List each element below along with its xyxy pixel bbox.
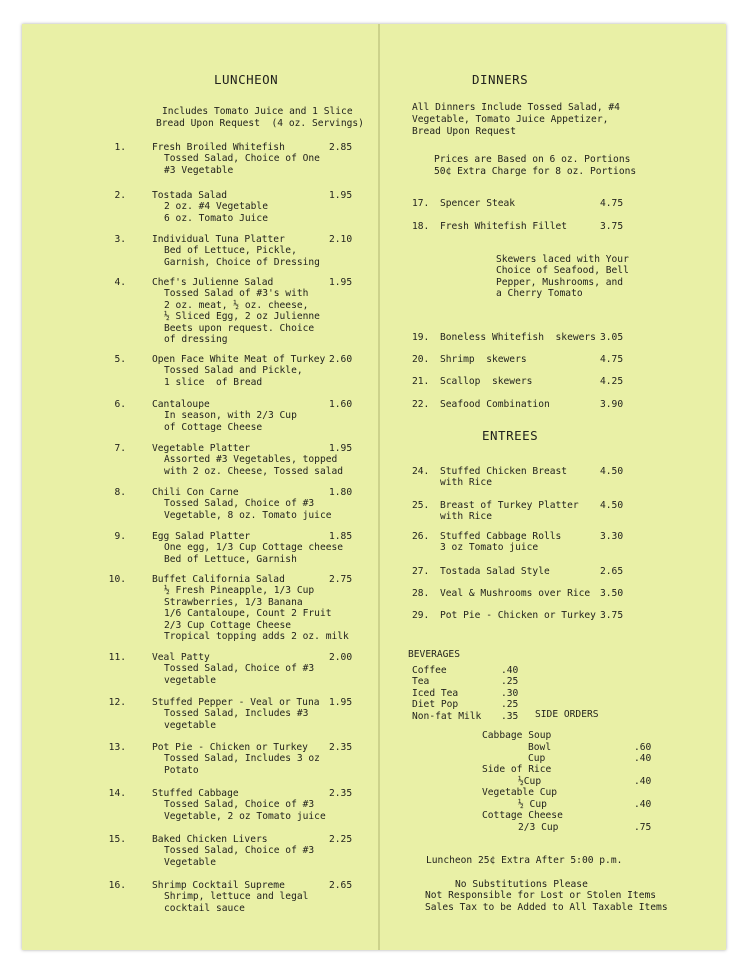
side-order-label: ½Cup bbox=[518, 776, 542, 787]
dinners-intro-line: Bread Upon Request bbox=[412, 126, 516, 137]
item-number: 17. bbox=[412, 198, 430, 209]
item-name: Tostada Salad bbox=[152, 190, 228, 201]
item-description: One egg, 1/3 Cup Cottage cheese bbox=[164, 542, 344, 554]
item-number: 14. bbox=[108, 788, 126, 799]
beverage-name: Coffee bbox=[412, 665, 447, 676]
dinners-intro-line: Vegetable, Tomato Juice Appetizer, bbox=[412, 114, 609, 125]
item-number: 9. bbox=[114, 531, 126, 542]
item-number: 18. bbox=[412, 221, 430, 232]
item-description: Tropical topping adds 2 oz. milk bbox=[164, 631, 349, 642]
luncheon-intro-line: Bread Upon Request (4 oz. Servings) bbox=[156, 118, 364, 129]
item-price: 3.30 bbox=[600, 531, 624, 542]
item-name: Individual Tuna Platter bbox=[152, 234, 285, 245]
item-name: Spencer Steak bbox=[440, 198, 516, 209]
side-order-label: Cottage Cheese bbox=[482, 810, 563, 821]
beverage-price: .25 bbox=[501, 676, 519, 687]
item-name: Stuffed Cabbage bbox=[152, 788, 239, 799]
beverage-name: Diet Pop bbox=[412, 699, 459, 710]
item-description: vegetable bbox=[164, 719, 216, 731]
beverage-price: .40 bbox=[501, 665, 519, 676]
item-name: Open Face White Meat of Turkey bbox=[152, 354, 326, 365]
item-price: 4.75 bbox=[600, 198, 624, 209]
item-name: Fresh Whitefish Fillet bbox=[440, 221, 568, 232]
side-order-label: Side of Rice bbox=[482, 764, 552, 775]
side-order-label: 2/3 Cup bbox=[518, 822, 559, 833]
item-name: Baked Chicken Livers bbox=[152, 834, 268, 845]
item-description: ½ Sliced Egg, 2 oz Julienne bbox=[164, 311, 320, 323]
item-name: Vegetable Platter bbox=[152, 443, 251, 454]
item-price: 2.35 bbox=[329, 742, 353, 753]
item-description: Potato bbox=[164, 764, 199, 776]
luncheon-intro-line: Includes Tomato Juice and 1 Slice bbox=[162, 106, 353, 117]
beverage-price: .25 bbox=[501, 699, 519, 710]
item-number: 2. bbox=[114, 190, 126, 201]
item-price: 2.10 bbox=[329, 234, 353, 245]
item-description: Tossed Salad and Pickle, bbox=[164, 365, 303, 377]
item-name: Stuffed Chicken Breast bbox=[440, 466, 568, 477]
item-name: Veal Patty bbox=[152, 652, 210, 663]
item-price: 3.90 bbox=[600, 399, 624, 410]
item-number: 3. bbox=[114, 234, 126, 245]
item-price: 2.00 bbox=[329, 652, 353, 663]
item-name: Shrimp Cocktail Supreme bbox=[152, 880, 285, 891]
item-description: #3 Vegetable bbox=[164, 164, 234, 176]
item-number: 26. bbox=[412, 531, 430, 542]
item-number: 11. bbox=[108, 652, 126, 663]
item-number: 6. bbox=[114, 399, 126, 410]
beverage-price: .35 bbox=[501, 711, 519, 722]
item-name: Boneless Whitefish skewers bbox=[440, 332, 596, 343]
item-description: with 2 oz. Cheese, Tossed salad bbox=[164, 465, 344, 477]
item-price: 4.50 bbox=[600, 466, 624, 477]
item-description: Tossed Salad, Choice of One bbox=[164, 153, 320, 165]
item-description: Beets upon request. Choice bbox=[164, 322, 315, 334]
beverages-heading: BEVERAGES bbox=[408, 649, 460, 660]
item-price: 1.95 bbox=[329, 277, 353, 288]
menu-sheet bbox=[22, 24, 726, 950]
item-description: Garnish, Choice of Dressing bbox=[164, 256, 320, 268]
item-name: Pot Pie - Chicken or Turkey bbox=[152, 742, 308, 753]
item-description: 2 oz. meat, ½ oz. cheese, bbox=[164, 299, 309, 311]
item-price: 2.25 bbox=[329, 834, 353, 845]
item-description: 2/3 Cup Cottage Cheese bbox=[164, 619, 292, 631]
item-price: 4.25 bbox=[600, 376, 624, 387]
item-price: 1.95 bbox=[329, 443, 353, 454]
item-description: Vegetable, 2 oz Tomato juice bbox=[164, 810, 326, 822]
item-number: 27. bbox=[412, 566, 430, 577]
item-description: ½ Fresh Pineapple, 1/3 Cup bbox=[164, 585, 315, 597]
item-name: Shrimp skewers bbox=[440, 354, 527, 365]
item-price: 2.35 bbox=[329, 788, 353, 799]
item-name: Cantaloupe bbox=[152, 399, 210, 410]
item-price: 1.80 bbox=[329, 487, 353, 498]
item-number: 24. bbox=[412, 466, 430, 477]
item-description: Tossed Salad, Includes #3 bbox=[164, 708, 309, 720]
item-description: Tossed Salad, Includes 3 oz bbox=[164, 753, 320, 765]
center-fold bbox=[378, 24, 380, 950]
item-name: Chef's Julienne Salad bbox=[152, 277, 274, 288]
item-price: 3.05 bbox=[600, 332, 624, 343]
item-price: 1.95 bbox=[329, 190, 353, 201]
item-number: 29. bbox=[412, 610, 430, 621]
item-number: 19. bbox=[412, 332, 430, 343]
item-description: 3 oz Tomato juice bbox=[440, 542, 539, 554]
item-name: Buffet California Salad bbox=[152, 574, 285, 585]
item-name: Chili Con Carne bbox=[152, 487, 239, 498]
item-description: of dressing bbox=[164, 334, 228, 345]
item-number: 25. bbox=[412, 500, 430, 511]
side-order-label: Vegetable Cup bbox=[482, 787, 558, 798]
item-description: Tossed Salad, Choice of #3 bbox=[164, 799, 315, 811]
item-description: cocktail sauce bbox=[164, 902, 245, 914]
beverage-name: Iced Tea bbox=[412, 688, 459, 699]
item-description: Tossed Salad, Choice of #3 bbox=[164, 498, 315, 510]
item-number: 21. bbox=[412, 376, 430, 387]
item-price: 2.75 bbox=[329, 574, 353, 585]
item-name: Egg Salad Platter bbox=[152, 531, 251, 542]
item-price: 1.85 bbox=[329, 531, 353, 542]
item-name: Pot Pie - Chicken or Turkey bbox=[440, 610, 596, 621]
item-price: 3.75 bbox=[600, 610, 624, 621]
item-number: 7. bbox=[114, 443, 126, 454]
item-name: Seafood Combination bbox=[440, 399, 550, 410]
skewer-note: Skewers laced with Your bbox=[496, 254, 629, 265]
item-price: 3.75 bbox=[600, 221, 624, 232]
skewer-note: Pepper, Mushrooms, and bbox=[496, 277, 624, 288]
item-description: Tossed Salad, Choice of #3 bbox=[164, 845, 315, 857]
side-orders-heading: SIDE ORDERS bbox=[535, 709, 599, 720]
item-number: 22. bbox=[412, 399, 430, 410]
side-order-label: Cabbage Soup bbox=[482, 730, 552, 741]
dinners-intro-line: All Dinners Include Tossed Salad, #4 bbox=[412, 102, 620, 113]
item-price: 2.65 bbox=[600, 566, 624, 577]
beverage-price: .30 bbox=[501, 688, 519, 699]
footer-line: Not Responsible for Lost or Stolen Items bbox=[425, 890, 657, 901]
item-description: vegetable bbox=[164, 674, 216, 686]
item-name: Stuffed Cabbage Rolls bbox=[440, 531, 562, 542]
item-price: 4.75 bbox=[600, 354, 624, 365]
skewer-note: a Cherry Tomato bbox=[496, 288, 583, 299]
item-price: 3.50 bbox=[600, 588, 624, 599]
luncheon-heading: LUNCHEON bbox=[214, 72, 279, 87]
item-description: Vegetable, 8 oz. Tomato juice bbox=[164, 509, 332, 521]
item-description: Bed of Lettuce, Garnish bbox=[164, 553, 297, 565]
portion-note: Prices are Based on 6 oz. Portions bbox=[434, 154, 631, 165]
item-description: Strawberries, 1/3 Banana bbox=[164, 596, 303, 608]
item-number: 1. bbox=[114, 142, 126, 153]
side-order-label: Bowl bbox=[528, 742, 552, 753]
footer-line: No Substitutions Please bbox=[455, 879, 588, 890]
item-description: Tossed Salad, Choice of #3 bbox=[164, 663, 315, 675]
item-description: Vegetable bbox=[164, 856, 216, 868]
item-price: 2.85 bbox=[329, 142, 353, 153]
item-number: 12. bbox=[108, 697, 126, 708]
item-name: Scallop skewers bbox=[440, 376, 533, 387]
skewer-note: Choice of Seafood, Bell bbox=[496, 265, 629, 276]
item-price: 2.65 bbox=[329, 880, 353, 891]
item-description: 2 oz. #4 Vegetable bbox=[164, 201, 268, 213]
item-number: 5. bbox=[114, 354, 126, 365]
entrees-heading: ENTREES bbox=[482, 428, 539, 443]
item-description: Tossed Salad of #3's with bbox=[164, 288, 309, 300]
side-order-label: Cup bbox=[528, 753, 546, 764]
item-name: Fresh Broiled Whitefish bbox=[152, 142, 285, 153]
side-order-price: .40 bbox=[634, 776, 652, 787]
item-description: of Cottage Cheese bbox=[164, 421, 263, 433]
side-order-price: .75 bbox=[634, 822, 652, 833]
luncheon-surcharge-note: Luncheon 25¢ Extra After 5:00 p.m. bbox=[426, 855, 623, 866]
item-description: 6 oz. Tomato Juice bbox=[164, 212, 268, 224]
footer-line: Sales Tax to be Added to All Taxable Items bbox=[425, 902, 668, 913]
item-number: 13. bbox=[108, 742, 126, 753]
dinners-heading: DINNERS bbox=[472, 72, 529, 87]
item-description: with Rice bbox=[440, 477, 492, 489]
item-price: 2.60 bbox=[329, 354, 353, 365]
side-order-label: ½ Cup bbox=[518, 799, 547, 810]
item-name: Tostada Salad Style bbox=[440, 566, 550, 577]
item-price: 1.60 bbox=[329, 399, 353, 410]
item-description: In season, with 2/3 Cup bbox=[164, 410, 297, 422]
item-number: 4. bbox=[114, 277, 126, 288]
item-description: 1 slice of Bread bbox=[164, 376, 263, 388]
item-description: with Rice bbox=[440, 511, 492, 523]
item-number: 8. bbox=[114, 487, 126, 498]
side-order-price: .40 bbox=[634, 753, 652, 764]
beverage-name: Tea bbox=[412, 676, 430, 687]
item-number: 15. bbox=[108, 834, 126, 845]
portion-note: 50¢ Extra Charge for 8 oz. Portions bbox=[434, 166, 637, 177]
item-number: 10. bbox=[108, 574, 126, 585]
side-order-price: .40 bbox=[634, 799, 652, 810]
item-name: Veal & Mushrooms over Rice bbox=[440, 588, 591, 599]
item-description: 1/6 Cantaloupe, Count 2 Fruit bbox=[164, 608, 332, 620]
item-number: 16. bbox=[108, 880, 126, 891]
item-price: 1.95 bbox=[329, 697, 353, 708]
side-order-price: .60 bbox=[634, 742, 652, 753]
item-price: 4.50 bbox=[600, 500, 624, 511]
item-number: 28. bbox=[412, 588, 430, 599]
item-description: Shrimp, lettuce and legal bbox=[164, 891, 309, 903]
beverage-name: Non-fat Milk bbox=[412, 711, 482, 722]
item-name: Breast of Turkey Platter bbox=[440, 500, 579, 511]
item-number: 20. bbox=[412, 354, 430, 365]
item-description: Assorted #3 Vegetables, topped bbox=[164, 454, 338, 466]
item-name: Stuffed Pepper - Veal or Tuna bbox=[152, 697, 320, 708]
item-description: Bed of Lettuce, Pickle, bbox=[164, 245, 297, 257]
